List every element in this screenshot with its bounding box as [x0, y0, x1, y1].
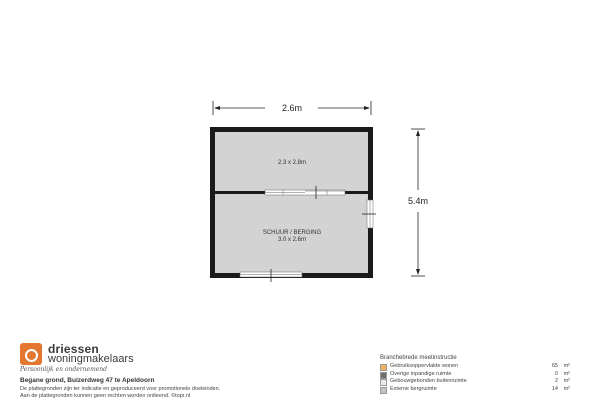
height-dimension: [408, 129, 428, 276]
legend-unit: m²: [563, 363, 570, 369]
width-dimension: [213, 101, 371, 115]
logo-icon: [20, 343, 42, 365]
disclaimer-text: Aan de plattegronden kunnen geen rechten worden ontleend.: [20, 393, 170, 399]
legend-label: Gebouwgebonden buitenruimte: [390, 378, 467, 384]
brand-tagline: Persoonlijk en ondernemend: [20, 366, 108, 373]
legend-row: [380, 363, 576, 371]
legend-row: [380, 378, 576, 386]
brand-name: driessen: [48, 342, 99, 356]
disclaimer-line-2: [20, 393, 190, 399]
legend-title: Branchebrede meetinstructie: [380, 355, 457, 361]
legend-value: 65: [551, 363, 558, 369]
height-dimension-label: 5.4m: [407, 196, 429, 206]
legend-label: Gebruiksoppervlakte wonen: [390, 363, 459, 369]
source-link[interactable]: topr.nl: [175, 393, 191, 399]
measurement-legend: [380, 355, 576, 393]
legend-unit: m²: [563, 370, 570, 377]
legend-value: 0: [554, 370, 558, 377]
legend-value: 14: [551, 385, 558, 392]
legend-unit: m²: [563, 378, 570, 384]
room-upper-size: 2.3 x 2.8m: [277, 160, 307, 166]
source-icon: ©: [171, 393, 176, 399]
legend-unit: m²: [563, 385, 570, 392]
address-line: Begane grond, Buizerdweg 47 te Apeldoorn: [20, 377, 155, 384]
width-dimension-label: 2.6m: [281, 103, 303, 113]
disclaimer-line-1: De plattegronden zijn ter indicatie en geproduceerd voor promotionele doeleinden.: [20, 386, 221, 392]
legend-row: [380, 386, 576, 394]
brand-subname: woningmakelaars: [48, 353, 134, 365]
room-lower-size: 3.0 x 2.6m: [277, 237, 307, 243]
room-lower-name: SCHUUR / BERGING: [262, 230, 322, 236]
legend-label: Overige inpandige ruimte: [390, 370, 452, 377]
legend-swatch: [380, 387, 387, 394]
legend-row: [380, 371, 576, 379]
legend-label: Externe bergruimte: [390, 385, 437, 392]
legend-value: 2: [554, 378, 558, 384]
